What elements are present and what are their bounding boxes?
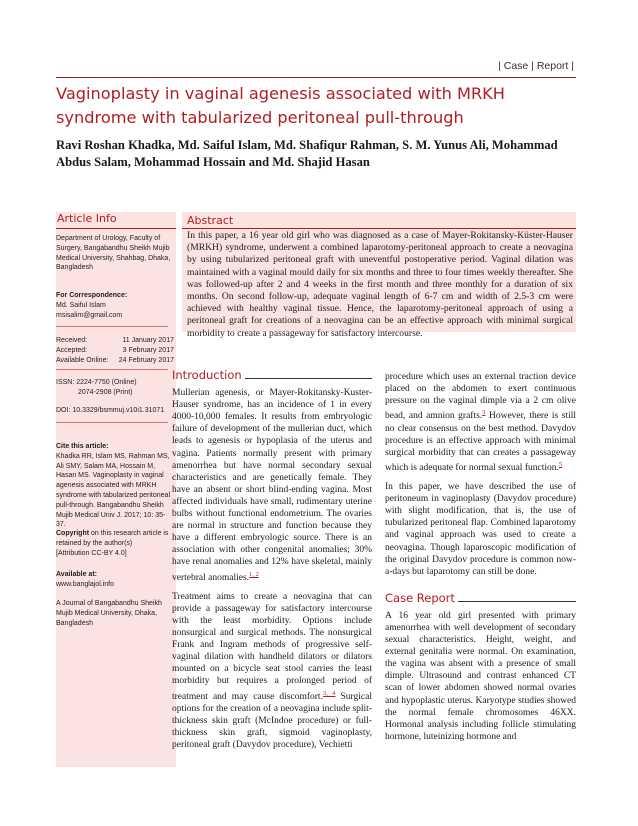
correspondence-name: Md. Saiful Islam bbox=[56, 301, 106, 309]
citation-ref[interactable]: 3 bbox=[482, 409, 486, 417]
citation-ref[interactable]: 5 bbox=[558, 460, 563, 468]
sidebar-divider bbox=[56, 326, 168, 327]
copyright-label: Copyright bbox=[56, 530, 90, 537]
cite-block bbox=[56, 442, 174, 530]
introduction-title: Introduction bbox=[172, 368, 242, 382]
affiliation: Department of Urology, Faculty of Surgery, Bangabandhu Sheikh Mujib Medical University, Shahbag, Dhaka, Bangladesh bbox=[56, 235, 171, 272]
intro-text-1: Mullerian agenesis, or Mayer-Rokitansky-Kuster-Hauser syndrome, has an incidence of 1 in every 4000-10,000 females. It results from embryologic failure of development of the mullerian duct, which leads to agenesis or hypoplasia of the uterus and vagina. Patients normally present with primary amenorrhea but have normal secondary sexual characteristics and are genetically female. They have an absent or short blind-ending vagina. Most affected individuals have small, rudimentary uterine bulbs without functional endometrium. The ovaries are normal in structure and function because they have a different embryologic source. There is an association with other congenital anomalies; 30% have renal anomalies and 12% have skeletal, mainly vertebral anomalies. bbox=[172, 388, 372, 583]
cite-text: Khadka RR, Islam MS, Rahman MS, Ali SMY, Salam MA, Hossain M, Hasan MS. Vaginoplasty in vaginal agenesis associated with MRKH syndrome with tabularized peritoneal pull-through. Bangabandhu Sheikh Mujib Medical Univ J. 2017; 10: 35-37. bbox=[56, 452, 171, 529]
correspondence-label: For Correspondence: bbox=[56, 292, 128, 299]
abstract-panel bbox=[182, 212, 576, 339]
date-label: Accepted: bbox=[56, 346, 88, 354]
intro-paragraph-4: In this paper, we have described the use of peritoneum in vaginoplasty (Davydov procedure) with slight modification, that is, the use of tubularized peritoneal flap. Combined laparotomy and vaginal approach was used to create a neovagina. Though laparoscopic modification of the original Davydov procedure is common now-a-days but laparotomy can still be done. bbox=[385, 482, 576, 577]
article-title: Vaginoplasty in vaginal agenesis associated with MRKH syndrome with tabularized peritoneal pull-through bbox=[56, 84, 505, 127]
sidebar-divider bbox=[56, 369, 168, 370]
correspondence bbox=[56, 291, 174, 320]
intro-text-2: Treatment aims to create a neovagina that can provide a passageway for satisfactory intercourse with the least morbidity. Options include nonsurgical and surgical methods. The nonsurgical Frank and Ingram methods of progressive self-vaginal dilation with handheld dilators or dilators mounted on a bicycle seat stool carries the least morbidity but requires a prolonged period of treatment and may cause discomfort. bbox=[172, 591, 372, 702]
issn-print: 2074-2908 (Print) bbox=[78, 388, 133, 396]
intro-paragraph-1 bbox=[172, 387, 372, 584]
date-received bbox=[56, 336, 174, 346]
date-value: 3 February 2017 bbox=[122, 346, 174, 354]
heading-rule bbox=[245, 378, 372, 379]
citation-ref[interactable]: 1, 2 bbox=[249, 570, 259, 578]
attribution: [Attribution CC-BY 4.0] bbox=[56, 549, 127, 557]
heading-rule bbox=[458, 601, 576, 602]
issn-block bbox=[56, 378, 174, 398]
article-info-heading: Article Info bbox=[56, 212, 176, 229]
top-rule bbox=[56, 77, 576, 78]
date-label: Available Online: bbox=[56, 356, 109, 364]
available-url[interactable]: www.banglajol.info bbox=[56, 580, 114, 588]
case-report-label: | Case | Report | bbox=[498, 60, 574, 72]
case-report-title: Case Report bbox=[385, 590, 455, 605]
case-report-heading bbox=[385, 592, 576, 604]
issn-online: ISSN: 2224-7750 (Online) bbox=[56, 379, 137, 386]
introduction-heading bbox=[172, 369, 372, 381]
body-column-left bbox=[172, 369, 372, 751]
sidebar-divider bbox=[56, 422, 168, 423]
body-column-right bbox=[385, 371, 576, 743]
available-label: Available at: bbox=[56, 571, 97, 578]
date-value: 24 February 2017 bbox=[118, 356, 174, 364]
intro-text-2b: Surgical options for the creation of a neovagina include split-thickness skin graft (McIndoe procedure) or full-thickness skin graft, sigmoid vaginoplasty, peritoneal graft (Davydov procedure), Vechietti bbox=[172, 691, 373, 751]
doi[interactable]: DOI: 10.3329/bsmmuj.v10i1.31071 bbox=[56, 407, 165, 414]
cite-label: Cite this article: bbox=[56, 443, 109, 450]
correspondence-email[interactable]: msisalim@gmail.com bbox=[56, 311, 123, 319]
copyright-text: on this research article is retained by the author(s) bbox=[56, 530, 169, 547]
date-label: Received: bbox=[56, 337, 88, 344]
dates-block bbox=[56, 336, 174, 365]
copyright-block bbox=[56, 529, 174, 558]
journal-info: A Journal of Bangabandhu Sheikh Mujib Medical University, Dhaka, Bangladesh bbox=[56, 600, 162, 627]
author-list: Ravi Roshan Khadka, Md. Saiful Islam, Md. Shafiqur Rahman, S. M. Yunus Ali, Mohammad Abdus Salam, Mohammad Hossain and Md. Shajid Hasan bbox=[56, 138, 558, 169]
date-value: 11 January 2017 bbox=[122, 337, 174, 344]
intro-text-3b: However, there is still no clear consensus on the best method. Davydov procedure is an effective approach with minimal surgical morbidity that can creates a passageway which is adequate for normal sexual function. bbox=[385, 411, 576, 473]
case-paragraph-1: A 16 year old girl presented with primary amenorrhea with well development of secondary sexual characteristics. Height, weight, and external genitalia were normal. On examination, the vagina was absent with a presence of small dimple. Ultrasound and contrast enhanced CT scan of lower abdomen showed normal ovaries and hypoplastic uterus. Karyotype studies showed the normal female chromosomes 46XX. Hormonal analysis including follicle stimulating hormone, luteinizing hormone and bbox=[385, 610, 576, 742]
citation-ref[interactable]: 3, 4 bbox=[322, 689, 336, 697]
date-accepted bbox=[56, 346, 174, 356]
intro-text-3: procedure which uses an external traction device placed on the abdomen to exert continuous pressure on the vaginal dimple via a 2 cm olive bead, and amnion grafts. bbox=[385, 372, 576, 422]
abstract-heading: Abstract bbox=[182, 212, 576, 229]
date-online bbox=[56, 356, 174, 366]
article-info-panel bbox=[56, 212, 176, 767]
intro-paragraph-2 bbox=[172, 591, 372, 751]
abstract-text: In this paper, a 16 year old girl who was diagnosed as a case of Mayer-Rokitansky-Küster-Hauser (MRKH) syndrome, underwent a combined laparotomy-peritoneal approach to create a neovagina by using tubularized peritoneal graft with uneventful postoperative period. Vaginal dilation was maintained with a vaginal mould daily for six months and three to four times weekly thereafter. She was followed-up after 2 and 4 weeks in the first month and three monthly for a duration of six months. On second follow-up, adequate vaginal length of 6-7 cm and width of 2.5-3 cm were achieved with healthy vaginal tissue. Hence, the laparotomy-peritoneal approach of using a peritoneal graft for creations of a neovagina can be an effective approach with minimal surgical morbidity to create a passageway for satisfactory intercourse. bbox=[187, 230, 573, 339]
intro-paragraph-3 bbox=[385, 371, 576, 474]
available-block bbox=[56, 570, 174, 590]
